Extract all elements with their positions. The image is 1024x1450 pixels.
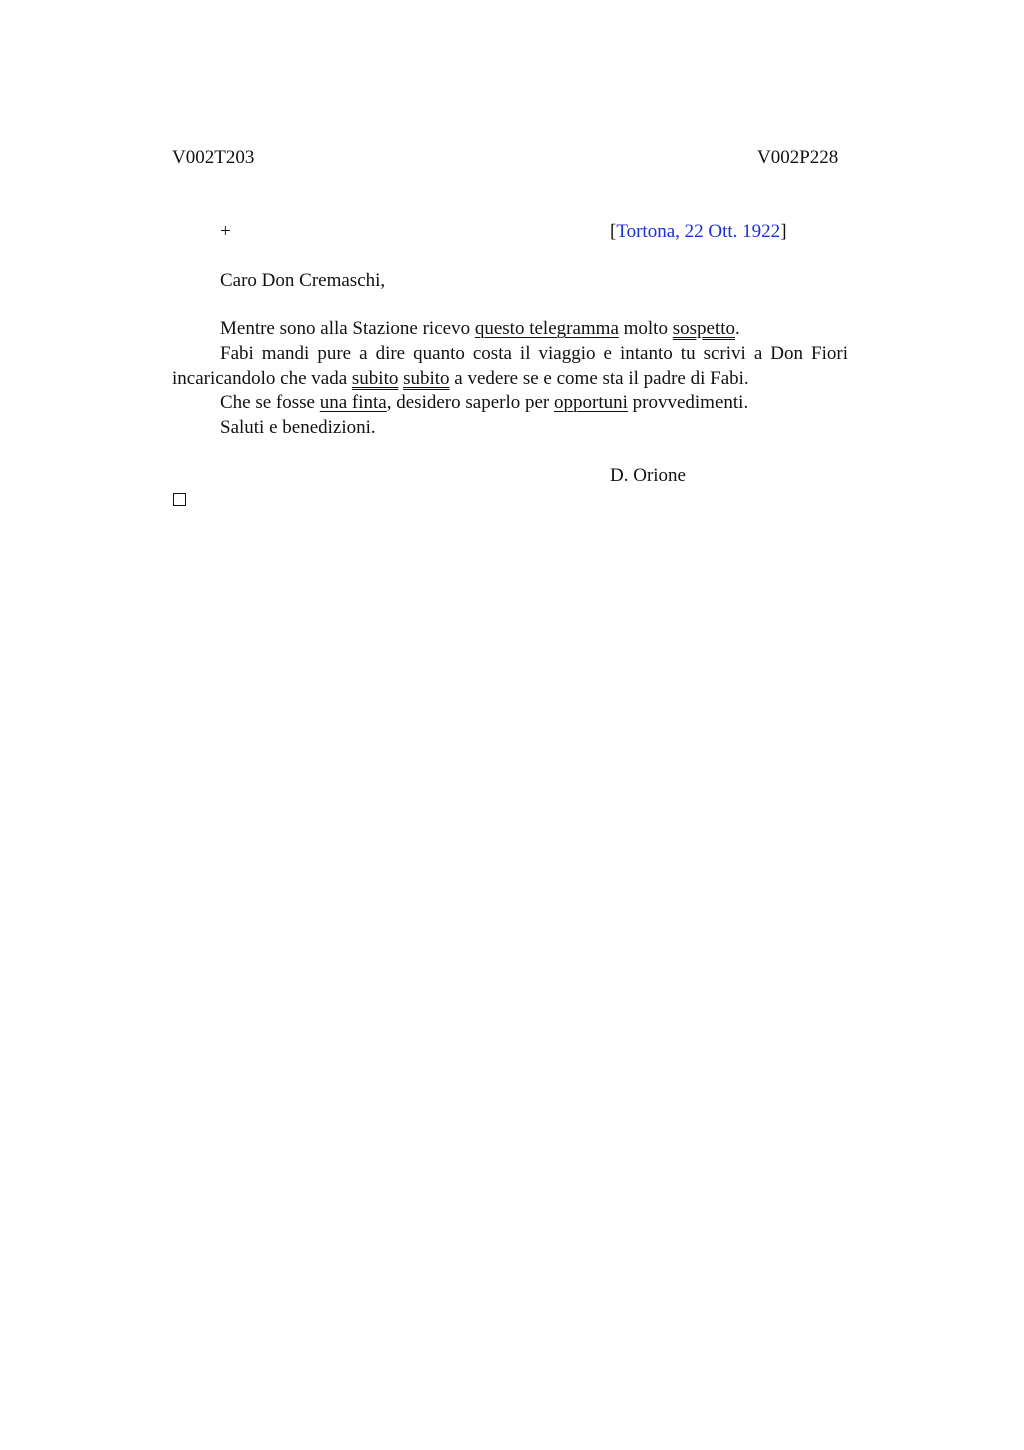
p1-text-c: molto — [618, 318, 673, 339]
paragraph-1 — [172, 317, 848, 342]
signature: D. Orione — [610, 465, 686, 486]
p2-double-underlined-subito-1: subito — [351, 367, 399, 389]
p1-double-underlined-suspect: sospetto — [672, 318, 735, 339]
cross-mark: + — [220, 221, 231, 242]
letter-date — [610, 220, 787, 244]
p2-text-e: a vedere se e come sta il padre di Fabi. — [449, 367, 749, 389]
salutation: Caro Don Cremaschi, — [220, 270, 386, 291]
p3-underlined-opportuni: opportuni — [554, 392, 628, 413]
p1-text-a: Mentre sono alla Stazione ricevo — [220, 318, 475, 339]
p3-text-a: Che se fosse — [220, 392, 320, 413]
p3-text-e: provvedimenti. — [627, 392, 749, 413]
date-bracket-close: ] — [780, 221, 787, 242]
p1-underlined-telegram: questo telegramma — [474, 318, 619, 339]
paragraph-3 — [172, 391, 848, 416]
paragraph-2 — [172, 342, 848, 391]
square-box-icon — [173, 493, 186, 506]
document-code-left: V002T203 — [172, 147, 255, 168]
date-text: Tortona, 22 Ott. 1922 — [616, 221, 781, 242]
p1-text-e: . — [735, 318, 740, 339]
document-code-right: V002P228 — [757, 147, 839, 168]
paragraph-4: Saluti e benedizioni. — [220, 417, 376, 438]
p3-text-c: , desidero saperlo per — [386, 392, 554, 413]
p2-double-underlined-subito-2: subito — [403, 367, 450, 389]
p3-underlined-finta: una finta — [319, 392, 387, 413]
p2-text-a: Fabi mandi pure a dire quanto costa il viaggio e intanto tu scrivi a Don Fiori incaricandolo che vada — [172, 343, 848, 389]
date-bracket-open: [ — [610, 221, 617, 242]
